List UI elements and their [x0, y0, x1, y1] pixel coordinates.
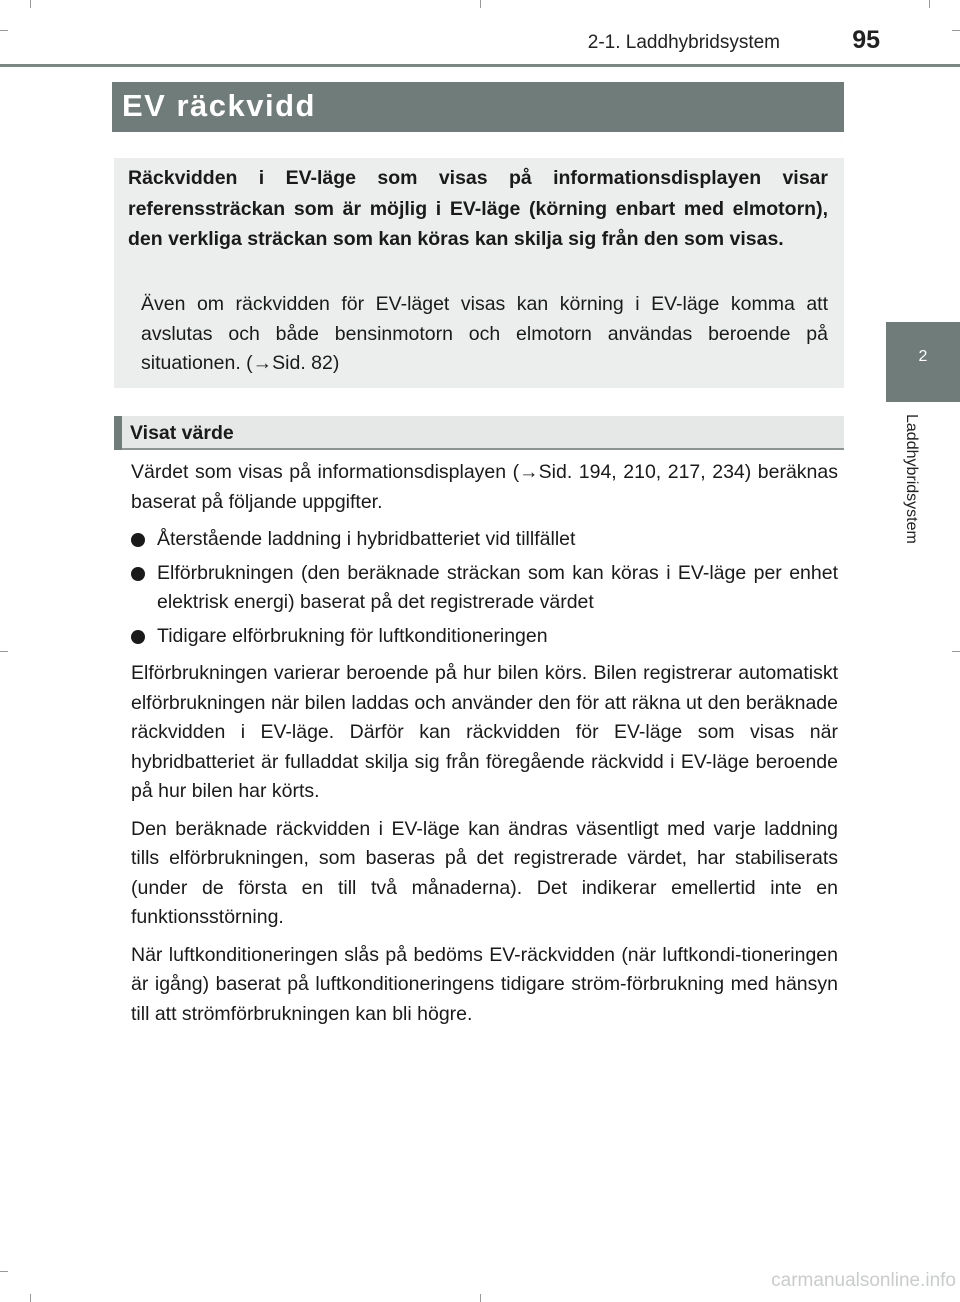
- list-item: [131, 525, 838, 555]
- crop-mark: [30, 1294, 31, 1302]
- list-item-text: Elförbrukningen (den beräknade sträckan som kan köras i EV-läge per enhet elektrisk energi) baserat på det registrerade värdet: [157, 561, 838, 613]
- header-rule: [0, 64, 960, 67]
- bullet-icon: [131, 630, 145, 644]
- subsection-heading-bar: [114, 416, 844, 450]
- subsection-accent: [114, 416, 122, 450]
- watermark: carmanualsonline.info: [771, 1270, 956, 1291]
- section-title: EV räckvidd: [122, 88, 316, 123]
- crop-mark: [480, 1294, 481, 1302]
- body-paragraph: Elförbrukningen varierar beroende på hur bilen körs. Bilen registrerar automatiskt elförbrukningen när bilen laddas och använder den för att räkna ut den beräknade räckvidden i EV-läge. Därför kan räckvidden för EV-läge som visas när hybridbatteriet är fulladdat skilja sig från föregående räckvidd i EV-läge beroende på hur bilen har körts.: [131, 662, 838, 802]
- summary-box: [114, 158, 844, 388]
- crop-mark: [0, 1271, 8, 1272]
- chapter-tab-number: 2: [918, 348, 928, 365]
- body-text: [131, 458, 838, 1037]
- crop-mark: [30, 0, 31, 8]
- body-paragraph: När luftkonditioneringen slås på bedöms EV-räckvidden (när luftkondi-tioneringen är igång) baserat på luftkonditioneringens tidigare ström-förbrukning med hänsyn till att strömförbrukningen kan bli högre.: [131, 943, 838, 1025]
- list-item: [131, 622, 838, 652]
- summary-bold-text: Räckvidden i EV-läge som visas på informationsdisplayen visar referenssträckan som är möjlig i EV-läge (körning enbart med elmotorn), den verkliga sträckan som kan köras kan skilja sig från den som visas.: [128, 167, 828, 250]
- bullet-icon: [131, 533, 145, 547]
- chapter-tab: [886, 322, 960, 402]
- crop-mark: [0, 30, 8, 31]
- crop-mark: [929, 0, 930, 8]
- list-item: [131, 559, 838, 618]
- crop-mark: [480, 0, 481, 8]
- intro-paragraph: Värdet som visas på informationsdisplayen (→Sid. 194, 210, 217, 234) beräknas baserat på följande uppgifter.: [131, 461, 838, 513]
- page-number: 95: [852, 26, 880, 54]
- crop-mark: [952, 651, 960, 652]
- chapter-tab-label: Laddhybridsystem: [903, 414, 920, 544]
- section-title-bar: [112, 82, 844, 132]
- crop-mark: [952, 30, 960, 31]
- body-paragraph: Den beräknade räckvidden i EV-läge kan ändras väsentligt med varje laddning tills elförbrukningen, som baseras på det registrerade värdet, har stabiliserats (under de första en till två månaderna). Det indikerar emellertid inte en funktionsstörning.: [131, 817, 838, 928]
- bullet-icon: [131, 567, 145, 581]
- running-header-section: 2-1. Laddhybridsystem: [587, 32, 780, 53]
- list-item-text: Tidigare elförbrukning för luftkonditioneringen: [157, 624, 548, 647]
- list-item-text: Återstående laddning i hybridbatteriet vid tillfället: [157, 528, 576, 550]
- subsection-heading: Visat värde: [130, 422, 234, 444]
- crop-mark: [0, 651, 8, 652]
- summary-note: Även om räckvidden för EV-läget visas kan körning i EV-läge komma att avslutas och både bensinmotorn och elmotorn användas beroende på situationen. (→Sid. 82): [141, 293, 828, 374]
